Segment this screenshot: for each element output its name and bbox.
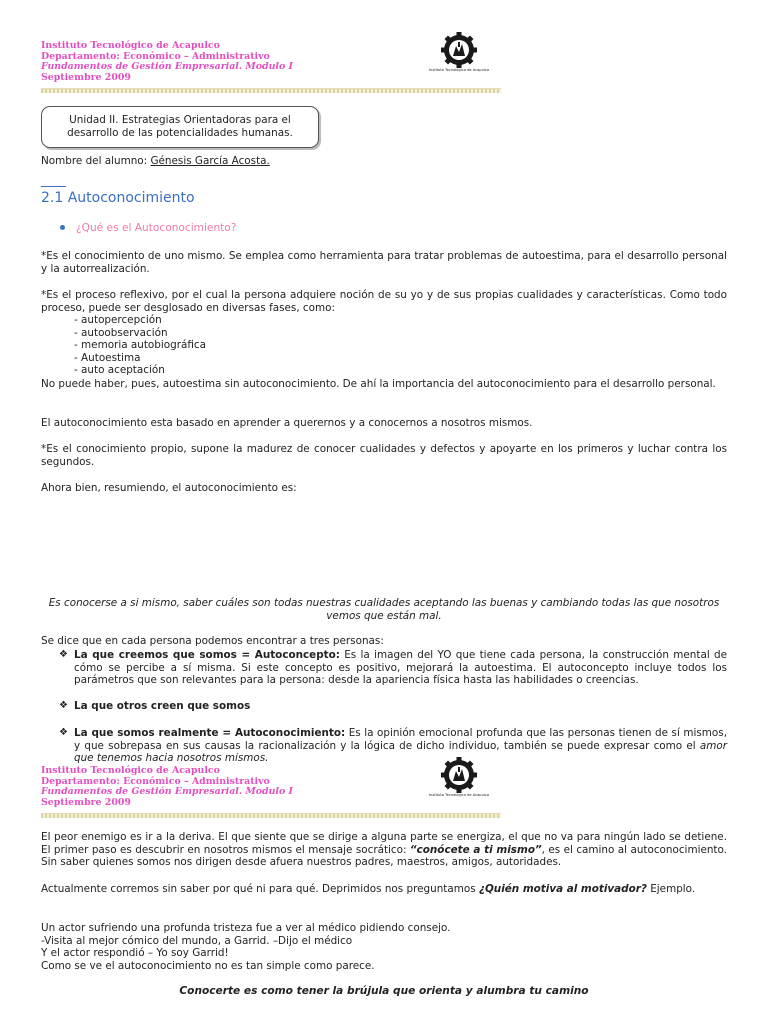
story-line: Como se ve el autoconocimiento no es tan simple como parece. [41,960,375,972]
header-department: Departamento: Económico – Administrativo [41,50,270,62]
question-bullet [60,222,236,234]
bullet-dot-icon [60,225,65,230]
phase-item: - Autoestima [74,352,141,364]
paragraph-4: El autoconocimiento esta basado en aprender a querernos y a conocernos a nosotros mismos. [41,417,533,429]
logo-caption: Instituto Tecnológico de Acapulco [428,793,490,797]
header-divider [41,88,501,93]
person-item-emphasis: amor que tenemos hacia nosotros mismos. [74,739,727,765]
three-persons-intro: Se dice que en cada persona podemos encontrar a tres personas: [41,635,384,647]
logo-caption: Instituto Tecnológico de Acapulco [428,68,490,72]
phase-item: - autopercepción [74,314,162,326]
page2-text: Ejemplo. [646,883,696,895]
phase-item: - auto aceptación [74,364,165,376]
story-line: -Visita al mejor cómico del mundo, a Garrid. –Dijo el médico [41,935,353,947]
story-line: Y el actor respondió – Yo soy Garrid! [41,947,229,959]
header-institution: Instituto Tecnológico de Acapulco [41,40,220,51]
paragraph-6: Ahora bien, resumiendo, el autoconocimiento es: [41,482,297,494]
header-divider [41,813,501,818]
page-header-2 [41,766,501,808]
paragraph-3: No puede haber, pues, autoestima sin autoconocimiento. De ahí la importancia del autoconocimiento para el desarrollo personal. [41,378,716,390]
question-text: ¿Qué es el Autoconocimiento? [76,222,237,234]
student-name: Génesis García Acosta. [150,155,270,167]
closing-sentence: Conocerte es como tener la brújula que orienta y alumbra tu camino [179,985,589,997]
socratic-quote: “conócete a ti mismo” [409,843,542,856]
header-course: Fundamentos de Gestión Empresarial. Modulo I [41,61,293,72]
page2-paragraph-1 [41,831,727,869]
person-item-title: La que creemos que somos = Autoconcepto: [74,649,340,661]
header-date: Septiembre 2009 [41,71,131,83]
institution-logo-icon [428,33,490,79]
diamond-bullet-icon: ❖ [59,700,68,711]
page2-text: El peor enemigo es ir a la deriva. El que siente que se dirige a alguna parte se energiza, el que no va para ningún lado se detiene. El primer paso es descubrir en nosotros mismos el mensaje socrático: [41,831,727,856]
section-title: 2.1 Autoconocimiento [41,190,195,206]
page2-paragraph-2 [41,883,727,896]
page2-text: Actualmente corremos sin saber por qué ni para qué. Deprimidos nos preguntamos [41,883,479,895]
paragraph-1: *Es el conocimiento de uno mismo. Se emplea como herramienta para tratar problemas de autoestima, para el desarrollo personal y la autorrealización. [41,250,727,275]
person-item-text: Es la opinión emocional profunda que las personas tienen de sí mismos, y que sobrepasa en sus causas la racionalización y la lógica de dicho individuo, también se puede expresar como el [74,727,727,752]
motivator-question: ¿Quién motiva al motivador? [478,883,647,895]
person-item-otros [74,700,727,713]
person-item-autoconcepto [74,649,727,687]
header-course: Fundamentos de Gestión Empresarial. Modulo I [41,786,293,797]
summary-quote: Es conocerse a si mismo, saber cuáles son todas nuestras cualidades aceptando las buenas y cambiando todas las que nosotros vemos que están mal. [48,597,720,622]
person-item-title: La que somos realmente = Autoconocimiento: [74,727,346,739]
person-item-title: La que otros creen que somos [74,700,251,712]
header-department: Departamento: Económico – Administrativo [41,775,270,787]
page2-text: , es el camino al autoconocimiento. Sin saber quienes somos nos dirigen desde afuera nuestros padres, maestros, amigos, autoridades. [41,843,727,869]
unit-title-line1: Unidad II. Estrategias Orientadoras para el [69,114,291,126]
person-item-text: Es la imagen del YO que tiene cada persona, la construcción mental de cómo se percibe a sí misma. Si este concepto es positivo, mejorará la autoestima. El autoconcepto incluye todos los parámetros que son relevantes para la persona: desde la apariencia física hasta las habilidades o creencias. [74,649,727,687]
institution-logo-icon [428,758,490,804]
diamond-bullet-icon: ❖ [59,727,68,738]
unit-title-box [41,106,319,148]
page-header [41,41,501,83]
story-line: Un actor sufriendo una profunda tristeza fue a ver al médico pidiendo consejo. [41,922,451,934]
header-date: Septiembre 2009 [41,796,131,808]
paragraph-5: *Es el conocimiento propio, supone la madurez de conocer cualidades y defectos y apoyarte en los primeros y luchar contra los segundos. [41,443,727,468]
student-label: Nombre del alumno: [41,155,151,167]
student-name-line [41,155,727,168]
header-institution: Instituto Tecnológico de Acapulco [41,765,220,776]
diamond-bullet-icon: ❖ [59,649,68,660]
paragraph-2: *Es el proceso reflexivo, por el cual la persona adquiere noción de su yo y de sus propias cualidades y características. Como todo proceso, puede ser desglosado en diversas fases, como: [41,289,727,314]
phase-item: - memoria autobiográfica [74,339,206,351]
unit-title-line2: desarrollo de las potencialidades humanas. [67,127,293,139]
phase-item: - autoobservación [74,327,168,339]
person-item-autoconocimiento [74,727,727,765]
heading-accent-bar [41,186,66,187]
